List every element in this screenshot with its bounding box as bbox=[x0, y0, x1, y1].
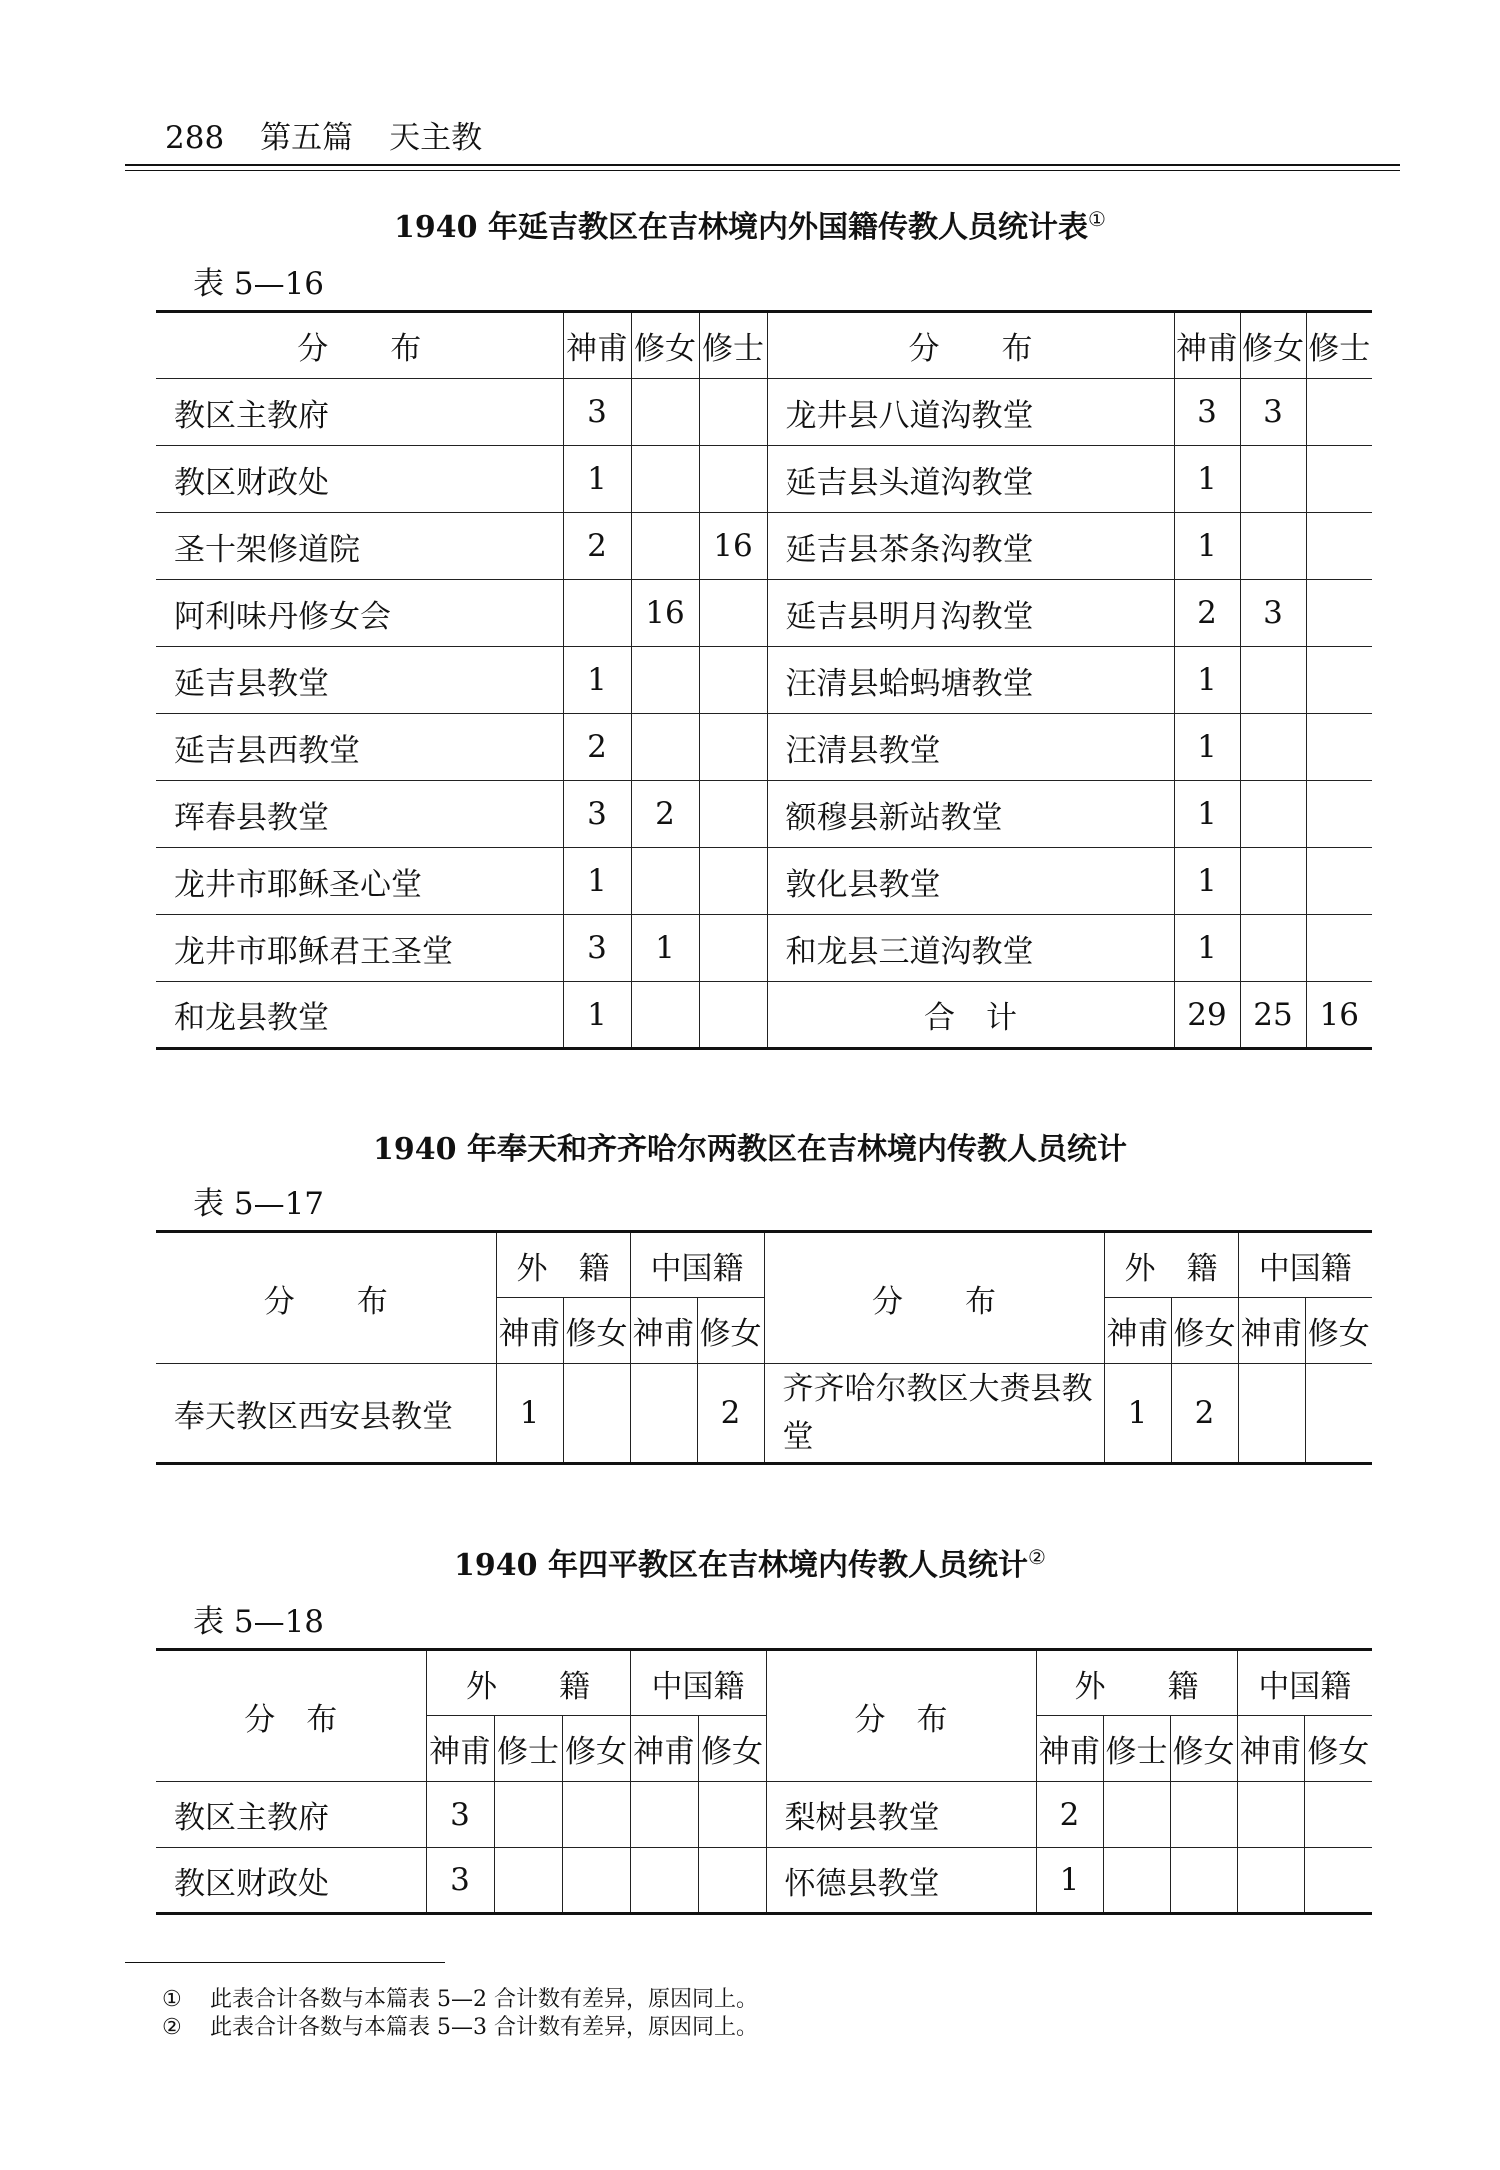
col-nun: 修女 bbox=[697, 1298, 764, 1364]
cell-dist: 龙井市耶稣圣心堂 bbox=[156, 848, 563, 915]
cell bbox=[563, 580, 631, 647]
col-brother: 修士 bbox=[1103, 1716, 1170, 1782]
table-row bbox=[156, 446, 1372, 513]
col-nun: 修女 bbox=[1170, 1716, 1237, 1782]
cell-dist: 延吉县茶条沟教堂 bbox=[767, 513, 1174, 580]
cell: 2 bbox=[1174, 580, 1240, 647]
footnote-mark: ① bbox=[1088, 207, 1106, 231]
cell-dist: 奉天教区西安县教堂 bbox=[156, 1364, 496, 1464]
cell-dist: 汪清县蛤蚂塘教堂 bbox=[767, 647, 1174, 714]
table1-title: 1940 年延吉教区在吉林境内外国籍传教人员统计表① bbox=[394, 207, 1106, 245]
cell: 3 bbox=[563, 915, 631, 982]
footnote-rule bbox=[125, 1962, 445, 1963]
table-row bbox=[156, 580, 1372, 647]
cell bbox=[494, 1848, 562, 1914]
cell bbox=[631, 982, 699, 1049]
cell: 2 bbox=[697, 1364, 764, 1464]
cell-dist: 教区主教府 bbox=[156, 1782, 426, 1848]
col-priest: 神甫 bbox=[1237, 1716, 1304, 1782]
cell bbox=[698, 1782, 766, 1848]
table-row bbox=[156, 915, 1372, 982]
col-priest: 神甫 bbox=[426, 1716, 494, 1782]
cell: 1 bbox=[563, 446, 631, 513]
col-priest: 神甫 bbox=[630, 1716, 698, 1782]
cell bbox=[1304, 1848, 1372, 1914]
table-5-18 bbox=[156, 1648, 1372, 1915]
table-row bbox=[156, 848, 1372, 915]
cell bbox=[631, 379, 699, 446]
cell bbox=[699, 379, 767, 446]
col-foreign: 外 籍 bbox=[1104, 1232, 1238, 1298]
cell bbox=[1306, 446, 1372, 513]
part-title: 第五篇 bbox=[260, 120, 354, 156]
cell bbox=[631, 848, 699, 915]
cell bbox=[1240, 714, 1306, 781]
table-row bbox=[156, 1782, 1372, 1848]
header-rule bbox=[125, 164, 1400, 166]
cell bbox=[1304, 1782, 1372, 1848]
col-nun: 修女 bbox=[1240, 312, 1306, 379]
cell: 1 bbox=[563, 848, 631, 915]
running-header bbox=[165, 112, 518, 157]
cell bbox=[699, 982, 767, 1049]
cell bbox=[494, 1782, 562, 1848]
col-chinese: 中国籍 bbox=[1238, 1232, 1372, 1298]
cell bbox=[630, 1848, 698, 1914]
col-dist: 分 布 bbox=[156, 1650, 426, 1782]
cell: 1 bbox=[1174, 714, 1240, 781]
cell: 1 bbox=[1104, 1364, 1171, 1464]
col-nun: 修女 bbox=[631, 312, 699, 379]
cell: 1 bbox=[496, 1364, 563, 1464]
cell: 2 bbox=[563, 513, 631, 580]
col-priest: 神甫 bbox=[1104, 1298, 1171, 1364]
cell bbox=[631, 647, 699, 714]
cell bbox=[1103, 1848, 1170, 1914]
cell-dist: 龙井市耶稣君王圣堂 bbox=[156, 915, 563, 982]
table-row bbox=[156, 1848, 1372, 1914]
cell-dist: 汪清县教堂 bbox=[767, 714, 1174, 781]
table-row bbox=[156, 379, 1372, 446]
cell: 25 bbox=[1240, 982, 1306, 1049]
cell bbox=[562, 1848, 630, 1914]
cell: 1 bbox=[631, 915, 699, 982]
cell bbox=[631, 714, 699, 781]
cell: 2 bbox=[631, 781, 699, 848]
cell bbox=[1103, 1782, 1170, 1848]
cell bbox=[1306, 915, 1372, 982]
footnote-1: ① 此表合计各数与本篇表 5—2 合计数有差异，原因同上。 bbox=[162, 1987, 758, 2012]
cell bbox=[631, 446, 699, 513]
cell: 1 bbox=[563, 982, 631, 1049]
cell: 3 bbox=[563, 379, 631, 446]
cell-dist: 教区主教府 bbox=[156, 379, 563, 446]
cell bbox=[563, 1364, 630, 1464]
cell-dist: 阿利味丹修女会 bbox=[156, 580, 563, 647]
cell-dist: 珲春县教堂 bbox=[156, 781, 563, 848]
table3-label: 表 5—18 bbox=[193, 1604, 325, 1640]
table2-title: 1940 年奉天和齐齐哈尔两教区在吉林境内传教人员统计 bbox=[373, 1132, 1127, 1167]
cell: 3 bbox=[1174, 379, 1240, 446]
cell-dist: 圣十架修道院 bbox=[156, 513, 563, 580]
col-chinese: 中国籍 bbox=[630, 1650, 766, 1716]
cell bbox=[699, 714, 767, 781]
cell: 2 bbox=[1171, 1364, 1238, 1464]
cell bbox=[1240, 446, 1306, 513]
cell bbox=[699, 446, 767, 513]
col-foreign: 外 籍 bbox=[426, 1650, 630, 1716]
col-brother: 修士 bbox=[1306, 312, 1372, 379]
col-chinese: 中国籍 bbox=[1237, 1650, 1372, 1716]
cell: 1 bbox=[1036, 1848, 1103, 1914]
cell bbox=[1240, 647, 1306, 714]
cell bbox=[1237, 1782, 1304, 1848]
cell: 3 bbox=[426, 1848, 494, 1914]
cell-dist: 梨树县教堂 bbox=[766, 1782, 1036, 1848]
col-brother: 修士 bbox=[494, 1716, 562, 1782]
footnote-mark: ② bbox=[1028, 1545, 1046, 1569]
cell bbox=[1306, 848, 1372, 915]
col-priest: 神甫 bbox=[630, 1298, 697, 1364]
cell: 1 bbox=[1174, 848, 1240, 915]
cell-dist: 龙井县八道沟教堂 bbox=[767, 379, 1174, 446]
cell bbox=[1305, 1364, 1372, 1464]
table-5-17 bbox=[156, 1230, 1372, 1465]
cell: 2 bbox=[563, 714, 631, 781]
header-rule-thin bbox=[125, 170, 1400, 171]
col-nun: 修女 bbox=[562, 1716, 630, 1782]
cell bbox=[1306, 647, 1372, 714]
cell-dist: 敦化县教堂 bbox=[767, 848, 1174, 915]
cell bbox=[1238, 1364, 1305, 1464]
cell: 16 bbox=[631, 580, 699, 647]
cell: 1 bbox=[1174, 513, 1240, 580]
cell bbox=[698, 1848, 766, 1914]
cell: 16 bbox=[699, 513, 767, 580]
cell: 3 bbox=[563, 781, 631, 848]
cell bbox=[1240, 513, 1306, 580]
cell-dist: 和龙县三道沟教堂 bbox=[767, 915, 1174, 982]
col-priest: 神甫 bbox=[496, 1298, 563, 1364]
cell-dist: 延吉县教堂 bbox=[156, 647, 563, 714]
col-priest: 神甫 bbox=[1238, 1298, 1305, 1364]
col-nun: 修女 bbox=[563, 1298, 630, 1364]
table-row bbox=[156, 513, 1372, 580]
footnote-2: ② 此表合计各数与本篇表 5—3 合计数有差异，原因同上。 bbox=[162, 2015, 758, 2040]
cell-dist: 延吉县头道沟教堂 bbox=[767, 446, 1174, 513]
page-number: 288 bbox=[165, 120, 225, 156]
table-row bbox=[156, 1364, 1372, 1464]
cell bbox=[1170, 1782, 1237, 1848]
table-header-row bbox=[156, 312, 1372, 379]
cell-dist: 教区财政处 bbox=[156, 446, 563, 513]
cell-dist: 怀德县教堂 bbox=[766, 1848, 1036, 1914]
cell: 3 bbox=[1240, 379, 1306, 446]
col-dist: 分 布 bbox=[767, 312, 1174, 379]
col-dist: 分 布 bbox=[766, 1650, 1036, 1782]
cell bbox=[699, 647, 767, 714]
cell-dist: 延吉县明月沟教堂 bbox=[767, 580, 1174, 647]
table-header-row bbox=[156, 1650, 1372, 1716]
cell bbox=[699, 580, 767, 647]
col-foreign: 外 籍 bbox=[496, 1232, 630, 1298]
table-row bbox=[156, 781, 1372, 848]
cell bbox=[1170, 1848, 1237, 1914]
cell: 1 bbox=[1174, 647, 1240, 714]
cell: 1 bbox=[563, 647, 631, 714]
cell-dist: 合 计 bbox=[767, 982, 1174, 1049]
cell bbox=[1306, 781, 1372, 848]
table1-label: 表 5—16 bbox=[193, 266, 325, 302]
cell bbox=[630, 1364, 697, 1464]
col-dist: 分 布 bbox=[156, 312, 563, 379]
cell-dist: 和龙县教堂 bbox=[156, 982, 563, 1049]
col-brother: 修士 bbox=[699, 312, 767, 379]
chapter-title: 天主教 bbox=[389, 120, 483, 156]
table3-title: 1940 年四平教区在吉林境内传教人员统计② bbox=[454, 1545, 1046, 1583]
col-priest: 神甫 bbox=[1174, 312, 1240, 379]
cell bbox=[1237, 1848, 1304, 1914]
cell bbox=[1306, 714, 1372, 781]
cell bbox=[631, 513, 699, 580]
col-nun: 修女 bbox=[698, 1716, 766, 1782]
cell bbox=[699, 781, 767, 848]
col-dist: 分 布 bbox=[764, 1232, 1104, 1364]
col-priest: 神甫 bbox=[563, 312, 631, 379]
cell bbox=[630, 1782, 698, 1848]
col-nun: 修女 bbox=[1304, 1716, 1372, 1782]
cell bbox=[1306, 580, 1372, 647]
table-row bbox=[156, 982, 1372, 1049]
cell: 3 bbox=[426, 1782, 494, 1848]
cell bbox=[1240, 781, 1306, 848]
cell: 1 bbox=[1174, 915, 1240, 982]
cell-dist: 延吉县西教堂 bbox=[156, 714, 563, 781]
cell: 2 bbox=[1036, 1782, 1103, 1848]
cell bbox=[1306, 379, 1372, 446]
cell: 1 bbox=[1174, 781, 1240, 848]
cell: 16 bbox=[1306, 982, 1372, 1049]
col-chinese: 中国籍 bbox=[630, 1232, 764, 1298]
col-nun: 修女 bbox=[1305, 1298, 1372, 1364]
cell-dist: 教区财政处 bbox=[156, 1848, 426, 1914]
cell-dist: 额穆县新站教堂 bbox=[767, 781, 1174, 848]
table2-label: 表 5—17 bbox=[193, 1186, 325, 1222]
col-foreign: 外 籍 bbox=[1036, 1650, 1237, 1716]
cell: 1 bbox=[1174, 446, 1240, 513]
cell bbox=[562, 1782, 630, 1848]
cell bbox=[1240, 915, 1306, 982]
cell bbox=[699, 915, 767, 982]
table-header-row bbox=[156, 1232, 1372, 1298]
cell-dist: 齐齐哈尔教区大赉县教堂 bbox=[764, 1364, 1104, 1464]
cell: 3 bbox=[1240, 580, 1306, 647]
cell bbox=[1240, 848, 1306, 915]
col-nun: 修女 bbox=[1171, 1298, 1238, 1364]
col-priest: 神甫 bbox=[1036, 1716, 1103, 1782]
cell bbox=[1306, 513, 1372, 580]
table-row bbox=[156, 647, 1372, 714]
cell: 29 bbox=[1174, 982, 1240, 1049]
table-5-16 bbox=[156, 310, 1372, 1050]
table-row bbox=[156, 714, 1372, 781]
cell bbox=[699, 848, 767, 915]
col-dist: 分 布 bbox=[156, 1232, 496, 1364]
